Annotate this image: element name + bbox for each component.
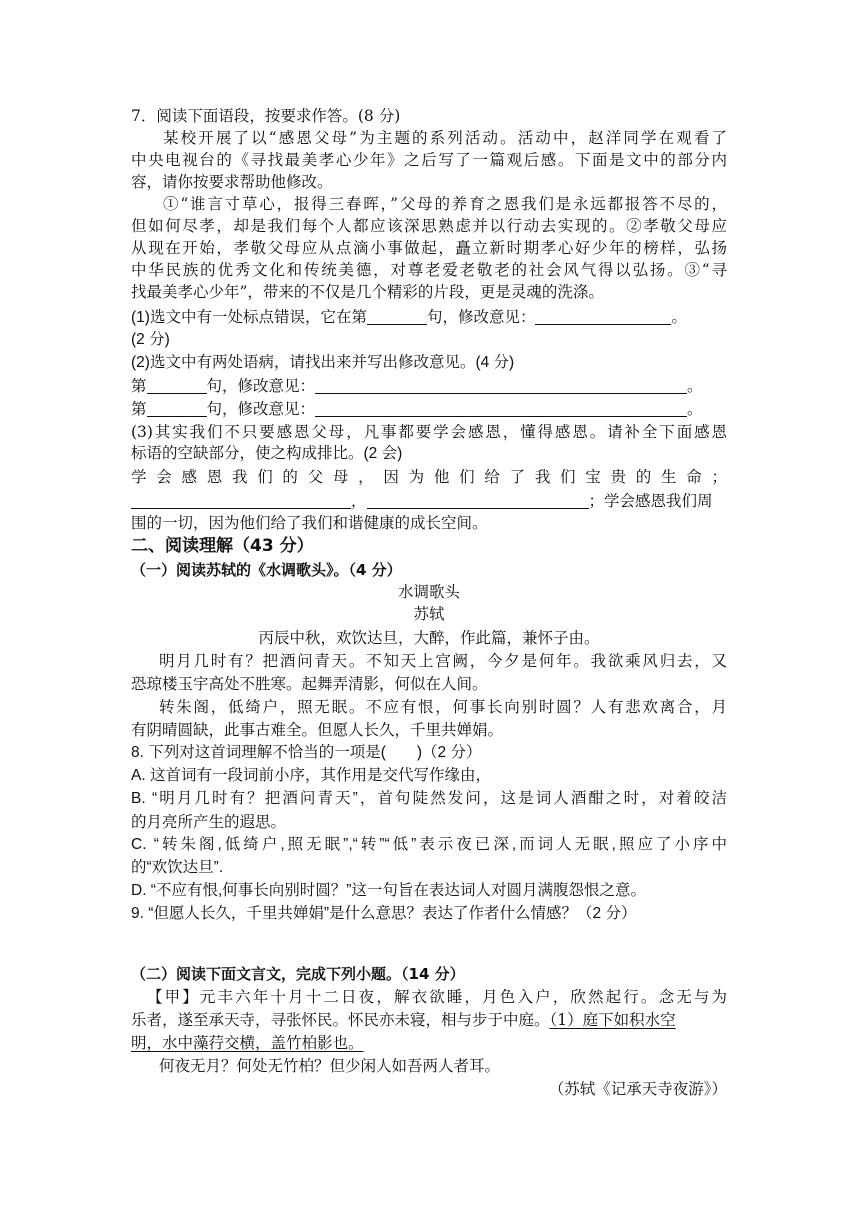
q7-sub2-answer-line bbox=[131, 375, 703, 397]
prose-line: 【甲】元丰六年十月十二日夜，解衣欲睡，月色入户，欣然起行。念无与为 bbox=[147, 988, 727, 1006]
poem-preface: 丙辰中秋，欢饮达旦，大醉，作此篇，兼怀子由。 bbox=[258, 629, 600, 647]
revision-blank[interactable] bbox=[315, 376, 687, 394]
part1-title: （一）阅读苏轼的《水调歌头》。（4 分） bbox=[131, 561, 402, 579]
prose-line: 何夜无月？何处无竹柏？但少闲人如吾两人者耳。 bbox=[159, 1057, 501, 1075]
poem-line: 有阴晴圆缺，此事古难全。但愿人长久，千里共婵娟。 bbox=[131, 721, 504, 739]
q7-sub1-end: 。 bbox=[671, 308, 687, 326]
poem-line: 转朱阁，低绮户，照无眠。不应有恨，何事长向别时圆？人有悲欢离合，月 bbox=[159, 698, 727, 716]
prose-line bbox=[131, 1009, 676, 1031]
answer-prefix: 第 bbox=[131, 377, 147, 395]
prose-underlined-sentence: （1）庭下如积水空 bbox=[549, 1011, 676, 1029]
q7-passage-line: 找最美孝心少年”，带来的不仅是几个精彩的片段，更是灵魂的洗涤。 bbox=[131, 283, 604, 301]
q8-option-a: A. 这首词有一段词前小序，其作用是交代写作缘由， bbox=[131, 767, 491, 784]
q7-intro-line: 中央电视台的《寻找最美孝心少年》之后写了一篇观后感。下面是文中的部分内 bbox=[131, 151, 727, 169]
section-title: 二、阅读理解（43 分） bbox=[131, 536, 314, 556]
poem-title: 水调歌头 bbox=[397, 583, 460, 601]
sentence-number-blank[interactable] bbox=[367, 307, 427, 325]
part2-title: （二）阅读下面文言文，完成下列小题。（14 分） bbox=[131, 965, 465, 983]
prose-underlined-sentence: 明，水中藻荇交横，盖竹柏影也。 bbox=[131, 1034, 364, 1052]
poem-line: 明月几时有？把酒问青天。不知天上宫阙，今夕是何年。我欲乘风归去，又 bbox=[159, 652, 727, 670]
slogan-blank[interactable] bbox=[367, 491, 589, 509]
prose-line bbox=[131, 1032, 364, 1054]
revision-blank[interactable] bbox=[315, 399, 687, 417]
q7-sub1-score: (2 分) bbox=[131, 331, 170, 348]
q7-passage-line: ①“谁言寸草心，报得三春晖，”父母的养育之恩我们是永远都报答不尽的， bbox=[163, 195, 727, 213]
answer-prefix: 第 bbox=[131, 400, 147, 418]
q7-title: 7．阅读下面语段，按要求作答。(8 分) bbox=[131, 107, 401, 125]
answer-end: 。 bbox=[687, 400, 703, 418]
q7-sub3-sentence: 围的一切，因为他们给了我们和谐健康的成长空间。 bbox=[131, 514, 488, 532]
q7-intro-line: 某校开展了以“感恩父母”为主题的系列活动。活动中，赵洋同学在观看了 bbox=[163, 129, 727, 147]
q7-sub3: (3)其实我们不只要感恩父母，凡事都要学会感恩，懂得感恩。请补全下面感恩 bbox=[131, 423, 727, 441]
revision-blank[interactable] bbox=[535, 307, 671, 325]
q7-intro-line: 容，请你按要求帮助他修改。 bbox=[131, 173, 333, 191]
answer-label: 句，修改意见： bbox=[206, 400, 316, 418]
q8-option-c-cont: 的“欢饮达旦”. bbox=[131, 859, 224, 876]
q7-sub3-fill-line bbox=[131, 490, 713, 512]
prose-source: （苏轼《记承天寺夜游》） bbox=[548, 1080, 727, 1098]
poem-line: 恐琼楼玉宇高处不胜寒。起舞弄清影，何似在人间。 bbox=[131, 675, 488, 693]
question-8: 8. 下列对这首词理解不恰当的一项是( )（2 分） bbox=[131, 744, 482, 761]
q7-sub1-text: 句，修改意见： bbox=[426, 308, 536, 326]
sentence-number-blank[interactable] bbox=[147, 376, 207, 394]
q8-option-c: C. “转朱阁,低绮户,照无眠”,“转”“低”表示夜已深,而词人无眠,照应了小序中 bbox=[131, 836, 727, 853]
q7-sub2-answer-line bbox=[131, 398, 703, 420]
slogan-blank[interactable] bbox=[131, 491, 351, 509]
q7-sub1-text: (1)选文中有一处标点错误，它在第 bbox=[131, 309, 367, 326]
q7-sub1 bbox=[131, 306, 687, 329]
answer-end: 。 bbox=[687, 377, 703, 395]
q7-passage-line: 中华民族的优秀文化和传统美德，对尊老爱老敬老的社会风气得以弘扬。③“寻 bbox=[131, 261, 727, 279]
question-9: 9. “但愿人长久，千里共婵娟”是什么意思？表达了作者什么情感？（2 分） bbox=[131, 905, 637, 922]
q7-sub3-sentence: ；学会感恩我们周 bbox=[588, 492, 713, 510]
prose-text: 乐者，遂至承天寺，寻张怀民。怀民亦未寝，相与步于中庭。 bbox=[131, 1011, 550, 1029]
q7-passage-line: 从现在开始，孝敬父母应从点滴小事做起，矗立新时期孝心好少年的榜样，弘扬 bbox=[131, 239, 727, 257]
q8-option-b: B. “明月几时有？把酒问青天”，首句陡然发问，这是词人酒酣之时，对着皎洁 bbox=[131, 790, 727, 807]
q8-option-b-cont: 的月亮所产生的遐思。 bbox=[131, 813, 287, 831]
q7-sub3: 标语的空缺部分，使之构成排比。(2 会) bbox=[131, 445, 403, 462]
sentence-number-blank[interactable] bbox=[147, 399, 207, 417]
comma: ， bbox=[351, 492, 367, 510]
q7-passage-line: 但如何尽孝，却是我们每个人都应该深思熟虑并以行动去实现的。②孝敬父母应 bbox=[131, 217, 727, 235]
q7-sub3-sentence: 学会感恩我们的父母，因为他们给了我们宝贵的生命； bbox=[131, 468, 727, 486]
poem-author: 苏轼 bbox=[413, 605, 445, 623]
answer-label: 句，修改意见： bbox=[206, 377, 316, 395]
q8-option-d: D. “不应有恨,何事长向别时圆？”这一句旨在表达词人对圆月满腹怨恨之意。 bbox=[131, 882, 646, 899]
q7-sub2: (2)选文中有两处语病，请找出来并写出修改意见。(4 分) bbox=[131, 354, 515, 371]
